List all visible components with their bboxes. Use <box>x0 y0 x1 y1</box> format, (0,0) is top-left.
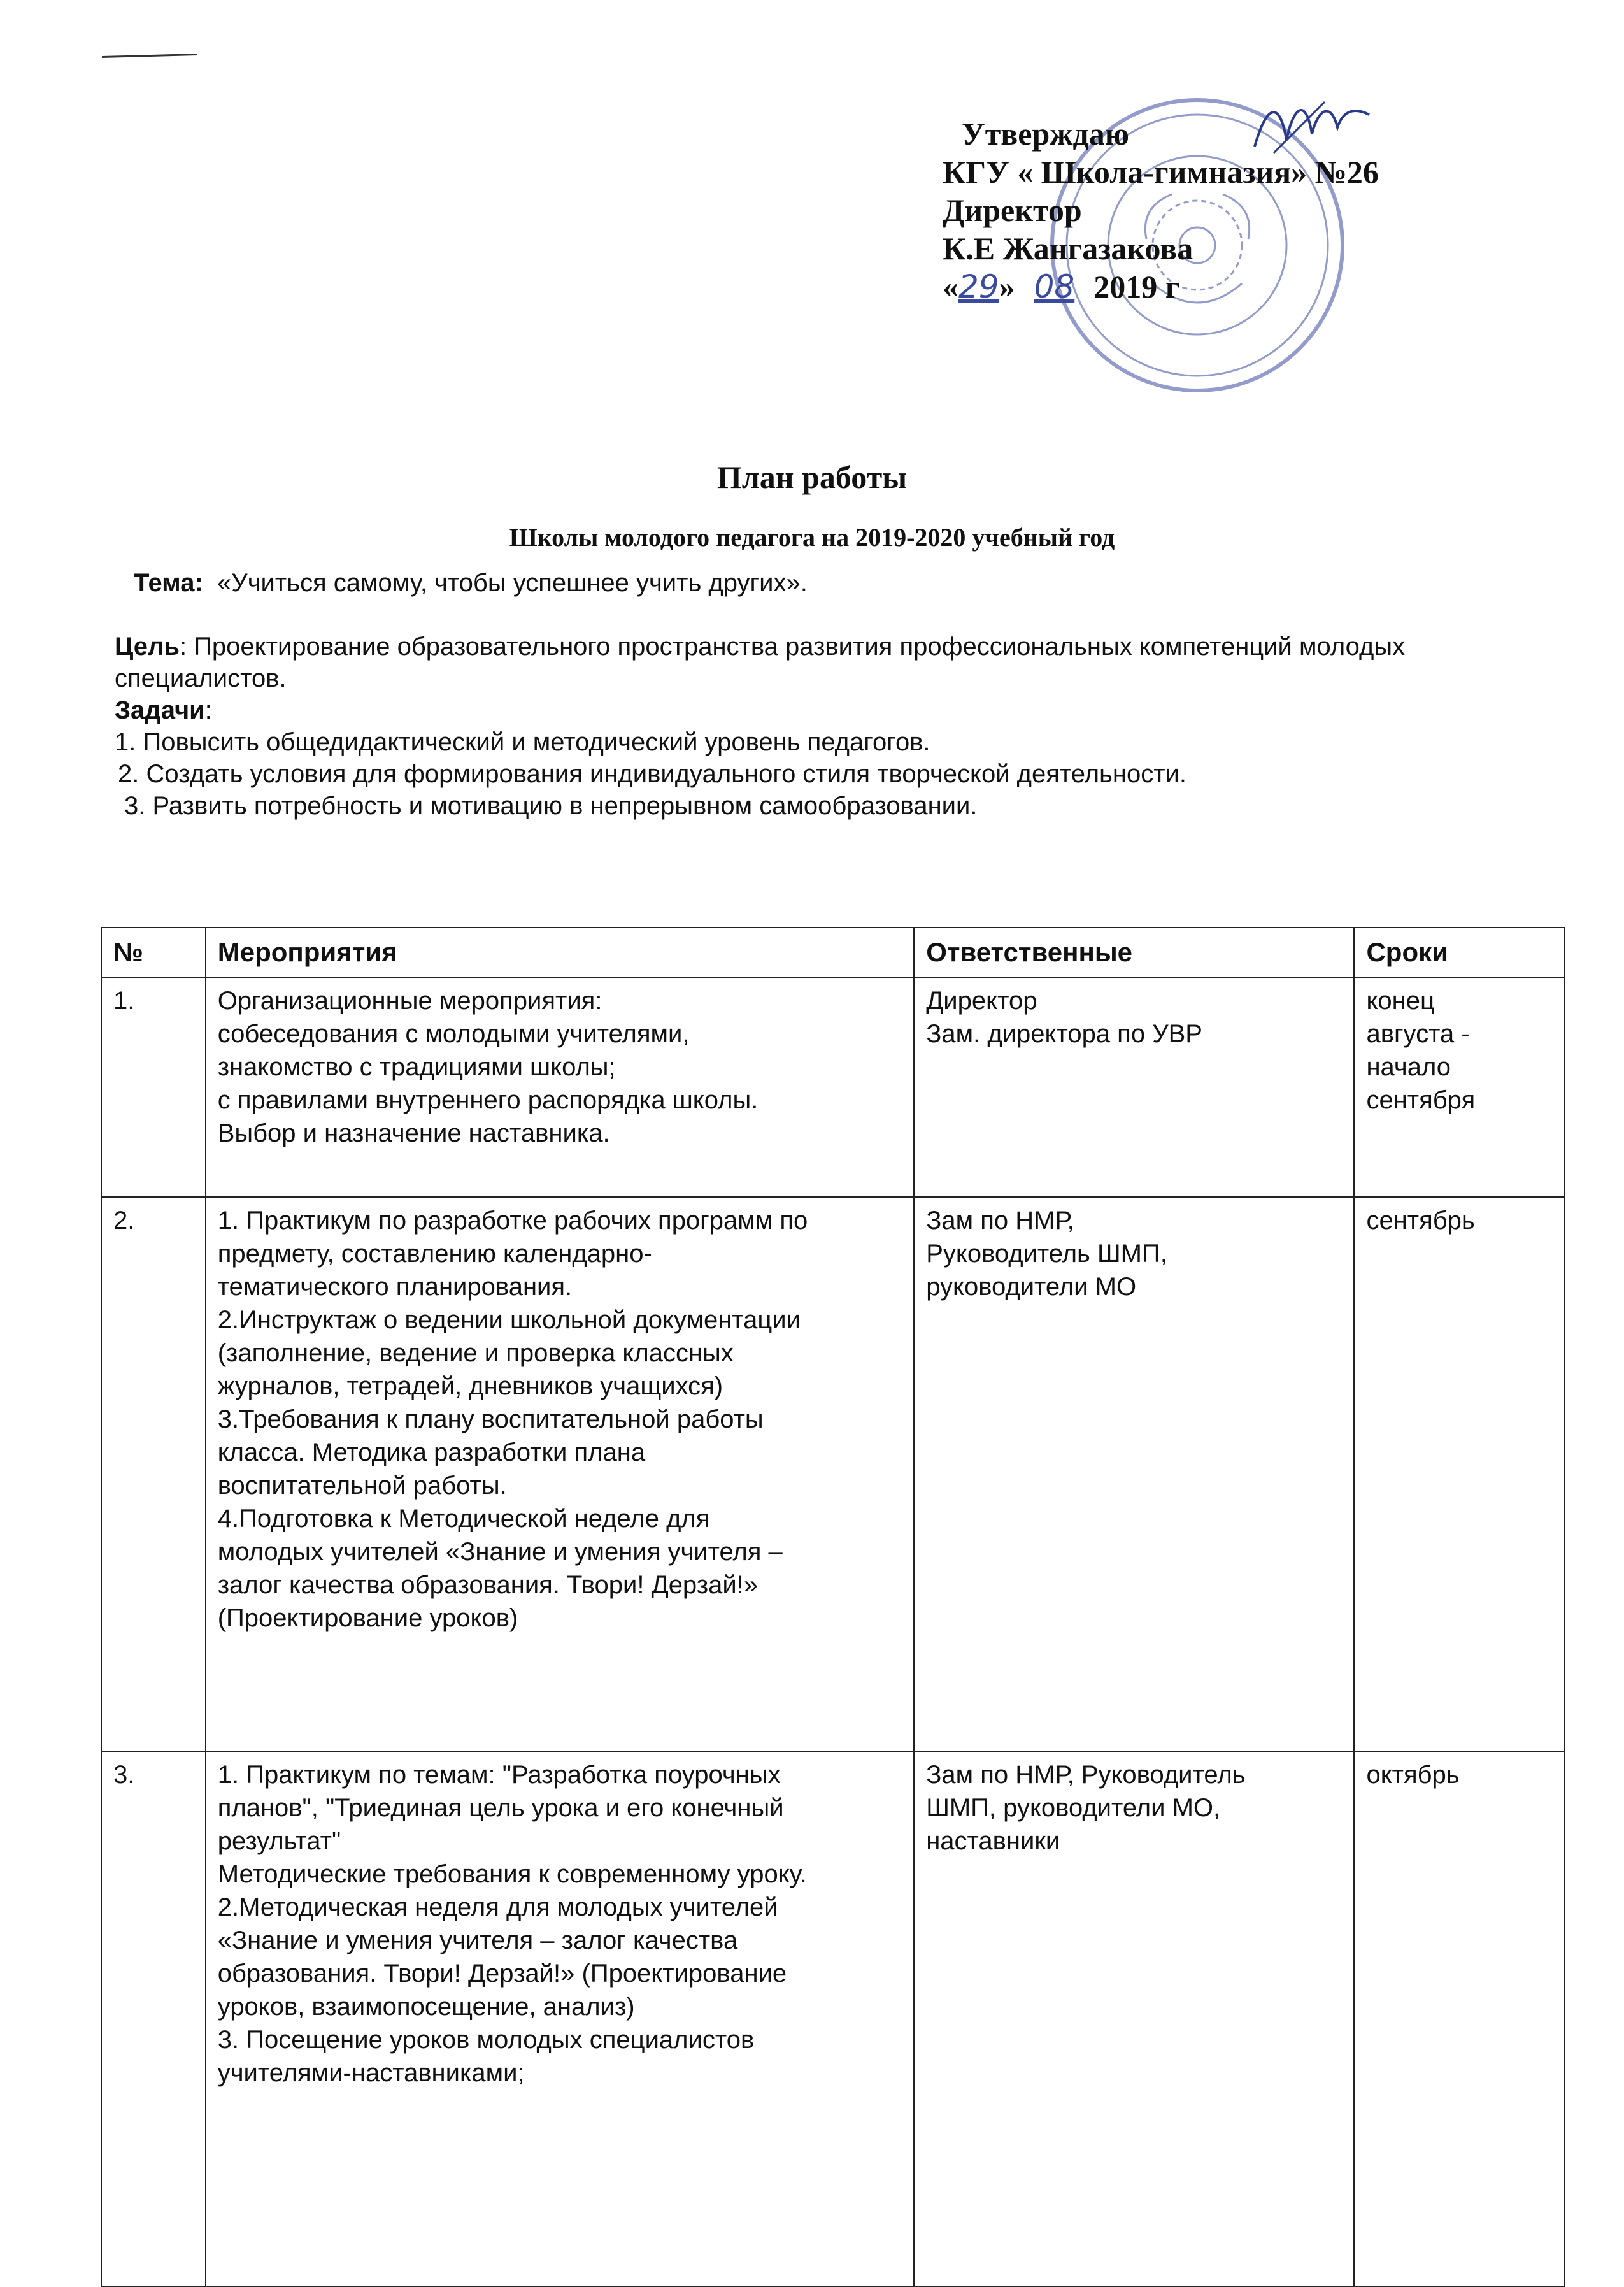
responsible-line: Зам по НМР, Руководитель <box>926 1761 1246 1789</box>
event-line: залог качества образования. Твори! Дерзай!» <box>217 1571 759 1599</box>
table-row <box>101 1751 1565 2286</box>
event-line: Методические требования к современному уроку. <box>217 1860 807 1888</box>
row-num: 3. <box>101 1751 206 2286</box>
approval-director-name: К.Е Жангазакова <box>943 231 1193 266</box>
event-line: класса. Методика разработки плана <box>217 1438 646 1466</box>
event-line: 2.Инструктаж о ведении школьной документации <box>217 1306 801 1334</box>
theme-label: Тема: <box>134 569 203 597</box>
responsible-line: наставники <box>926 1827 1060 1855</box>
header-responsible: Ответственные <box>914 928 1354 977</box>
responsible-line: Зам. директора по УВР <box>926 1020 1202 1048</box>
date-close-quote: » <box>999 269 1015 305</box>
event-line: 1. Практикум по разработке рабочих программ по <box>217 1207 808 1235</box>
row-term <box>1354 1751 1565 2286</box>
event-line: 3.Требования к плану воспитательной работы <box>217 1405 764 1433</box>
event-line: учителями-наставниками; <box>217 2059 525 2087</box>
approval-block <box>936 115 1573 306</box>
term-line: начало <box>1366 1053 1451 1081</box>
term-line: сентября <box>1366 1086 1476 1114</box>
event-line: результат" <box>217 1827 341 1855</box>
table-row <box>101 1197 1565 1751</box>
responsible-line: ШМП, руководители МО, <box>926 1794 1221 1822</box>
event-line: воспитательной работы. <box>217 1472 507 1500</box>
date-day: 29 <box>958 268 999 305</box>
tasks-label: Задачи <box>115 696 205 724</box>
row-event <box>206 1197 914 1751</box>
event-line: 3. Посещение уроков молодых специалистов <box>217 2026 755 2054</box>
task-item: 1. Повысить общедидактический и методический уровень педагогов. <box>115 728 930 756</box>
theme-paragraph <box>115 567 1548 599</box>
event-line: предмету, составлению календарно- <box>217 1240 652 1268</box>
row-responsible <box>914 1197 1354 1751</box>
event-line: планов", "Триединая цель урока и его конечный <box>217 1794 784 1822</box>
term-line: сентябрь <box>1366 1207 1475 1235</box>
event-line: журналов, тетрадей, дневников учащихся) <box>217 1372 723 1400</box>
event-line: 2.Методическая неделя для молодых учителей <box>217 1893 778 1921</box>
approval-date <box>936 268 1573 306</box>
responsible-line: Директор <box>926 987 1037 1015</box>
term-line: октябрь <box>1366 1761 1460 1789</box>
goal-text: : Проектирование образовательного пространства развития профессиональных компетенций молодых специалистов. <box>115 633 1406 692</box>
row-responsible <box>914 1751 1354 2286</box>
task-item: 2. Создать условия для формирования индивидуального стиля творческой деятельности. <box>118 760 1187 788</box>
event-line: 1. Практикум по темам: "Разработка поурочных <box>217 1761 781 1789</box>
intro-section <box>115 567 1548 822</box>
table-row <box>101 977 1565 1197</box>
theme-text: «Учиться самому, чтобы успешнее учить других». <box>217 569 808 597</box>
term-line: конец <box>1366 987 1435 1015</box>
event-line: Выбор и назначение наставника. <box>217 1119 610 1147</box>
event-line: (заполнение, ведение и проверка классных <box>217 1339 734 1367</box>
term-line: августа - <box>1366 1020 1470 1048</box>
approval-position: Директор <box>943 192 1082 228</box>
responsible-line: Руководитель ШМП, <box>926 1240 1167 1268</box>
responsible-line: руководители МО <box>926 1273 1137 1301</box>
approval-organization: КГУ « Школа-гимназия» №26 <box>943 154 1379 190</box>
event-line: Организационные мероприятия: <box>217 987 602 1015</box>
header-term: Сроки <box>1354 928 1565 977</box>
event-line: (Проектирование уроков) <box>217 1604 518 1632</box>
row-event <box>206 977 914 1197</box>
scan-artifact-line <box>102 54 197 58</box>
event-line: уроков, взаимопосещение, анализ) <box>217 1993 635 2021</box>
approval-title: Утверждаю <box>962 116 1130 152</box>
document-subtitle: Школы молодого педагога на 2019-2020 учебный год <box>509 523 1115 552</box>
tasks-heading: Задачи: <box>115 696 212 724</box>
event-line: тематического планирования. <box>217 1273 573 1301</box>
event-line: собеседования с молодыми учителями, <box>217 1020 690 1048</box>
row-event <box>206 1751 914 2286</box>
row-num: 1. <box>101 977 206 1197</box>
table-header-row <box>101 928 1565 977</box>
responsible-line: Зам по НМР, <box>926 1207 1074 1235</box>
row-term <box>1354 977 1565 1197</box>
header-num: № <box>101 928 206 977</box>
goal-paragraph <box>115 631 1548 694</box>
date-year: 2019 г <box>1093 269 1180 305</box>
event-line: с правилами внутреннего распорядка школы. <box>217 1086 759 1114</box>
document-title: План работы <box>716 459 908 495</box>
task-item: 3. Развить потребность и мотивацию в непрерывном самообразовании. <box>124 792 978 820</box>
row-term <box>1354 1197 1565 1751</box>
event-line: 4.Подготовка к Методической неделе для <box>217 1505 710 1533</box>
plan-table <box>101 927 1565 2287</box>
event-line: знакомство с традициями школы; <box>217 1053 616 1081</box>
date-open-quote: « <box>943 269 958 305</box>
header-event: Мероприятия <box>206 928 914 977</box>
event-line: «Знание и умения учителя – залог качества <box>217 1926 738 1954</box>
row-num: 2. <box>101 1197 206 1751</box>
event-line: образования. Твори! Дерзай!» (Проектирование <box>217 1960 787 1988</box>
goal-label: Цель <box>115 633 180 661</box>
event-line: молодых учителей «Знание и умения учителя – <box>217 1538 783 1566</box>
row-responsible <box>914 977 1354 1197</box>
date-month: 08 <box>1034 268 1075 305</box>
